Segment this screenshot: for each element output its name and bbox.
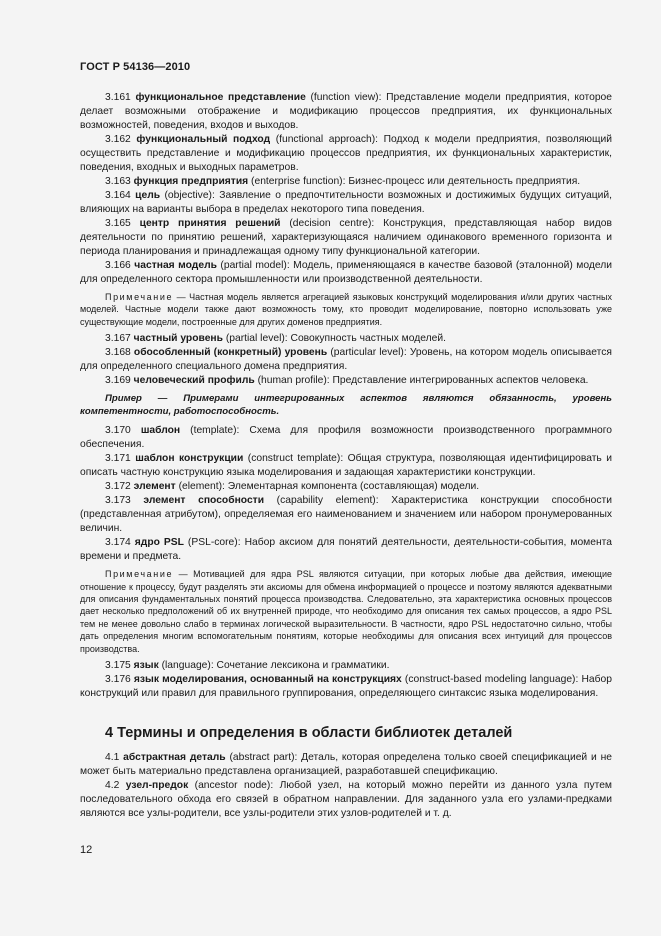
entry-term: ядро PSL	[134, 537, 184, 549]
example-label: Пример	[105, 393, 142, 405]
entry-number: 3.163	[105, 176, 131, 187]
note-text: — Мотивацией для ядра PSL являются ситуации, при которых любые два действия, имеющие отношение к процессу, будут разделять эти аксиомы для обмена информацией о процессе и поэтому являются адекватными для описания фундаментальных понятий процесса производства. Следовательно, эта характеристика основных процессов дает несколько предположений об их внутренней природе, что необходимо для описания тех самых процессов, а ядро PSL тем не менее довольно слабо в терминах логической выразительности. В частности, ядро PSL недостаточно сильно, чтобы дать определения многим вспомогательным понятиям, которые необходимы для описания всех интуиций для процессов производства.	[80, 569, 612, 654]
page-number: 12	[80, 844, 93, 856]
entry-term: обособленный (конкретный) уровень	[133, 347, 328, 359]
entry-number: 3.168	[105, 347, 131, 359]
entry-number: 3.164	[105, 190, 131, 201]
entries-group-section	[80, 751, 612, 821]
entry-definition: (ancestor node): Любой узел, на который можно перейти из данного узла путем последовательного обхода его связей в обратном направлении. Для заданного узла его узлами-предками являются все узлы-родители, все узлы-родители этих узлов-родителей и т. д.	[80, 780, 612, 820]
term-entry	[80, 659, 612, 673]
entries-group-d	[80, 659, 612, 701]
term-entry	[80, 751, 612, 779]
term-entry	[80, 452, 612, 480]
term-entry	[80, 133, 612, 175]
document-body	[80, 91, 612, 821]
entry-term: функциональное представление	[135, 92, 306, 103]
entry-term: цель	[135, 190, 161, 201]
term-entry	[80, 189, 612, 217]
term-entry	[80, 91, 612, 133]
entry-definition: (construct-based modeling language): Набор конструкций или правил для правильного группирования, определяющего синтаксис языка моделирования.	[80, 674, 612, 700]
entry-term: функция предприятия	[133, 176, 249, 187]
entry-term: абстрактная деталь	[123, 752, 226, 764]
entries-group-a	[80, 91, 612, 287]
entry-number: 3.162	[105, 134, 131, 145]
entry-definition: (construct template): Общая структура, позволяющая идентифицировать и описать частную конструкцию языка моделирования и задающая характеристики конструкции.	[80, 453, 612, 479]
entry-term: элемент способности	[143, 495, 265, 507]
term-entry	[80, 494, 612, 536]
entry-term: шаблон конструкции	[135, 453, 244, 465]
term-entry	[80, 346, 612, 374]
entry-number: 3.161	[105, 92, 131, 103]
entry-term: узел-предок	[125, 780, 189, 792]
entry-definition: (objective): Заявление о предпочтительности возможных и достижимых будущих ситуаций, влияющих на варианты выбора в пределах некоторого типа поведения.	[80, 190, 612, 215]
entries-group-c	[80, 424, 612, 564]
entry-term: частный уровень	[133, 333, 223, 345]
entry-number: 3.174	[105, 537, 131, 549]
entry-definition: (PSL-core): Набор аксиом для понятий деятельности, деятельности-события, момента времени и предмета.	[80, 537, 612, 563]
note-2	[80, 568, 612, 655]
note-label: Примечание	[105, 569, 174, 580]
entry-term: язык	[133, 660, 159, 672]
entry-definition: (element): Элементарная компонента (составляющая) модели.	[175, 481, 480, 493]
term-entry	[80, 673, 612, 701]
entry-definition: (partial model): Модель, применяющаяся в качестве базовой (эталонной) модели для определенного сектора промышленности или производственной деятельности.	[80, 260, 612, 285]
entry-definition: (function view): Представление модели предприятия, которое делает возможными отображение и модификацию процессов предприятия, их функциональных возможностей, поведения, входов и выходов.	[80, 92, 612, 131]
entry-number: 3.173	[105, 495, 131, 507]
term-entry	[80, 175, 612, 189]
entry-number: 3.169	[105, 375, 131, 387]
entry-number: 3.170	[105, 425, 131, 437]
entry-number: 3.171	[105, 453, 131, 465]
entry-number: 3.176	[105, 674, 131, 686]
entry-definition: (partial level): Совокупность частных моделей.	[222, 333, 446, 345]
note-label: Примечание	[105, 292, 174, 302]
entry-term: шаблон	[140, 425, 181, 437]
term-entry	[80, 332, 612, 346]
entry-number: 3.166	[105, 260, 131, 271]
entry-definition: (language): Сочетание лексикона и грамматики.	[158, 660, 390, 672]
entry-definition: (functional approach): Подход к модели предприятия, позволяющий осуществить представление и модификацию процессов предприятия, их функциональных характеристик, поведения, входных и выходных параметров.	[80, 134, 612, 173]
entry-number: 3.165	[105, 218, 131, 229]
entry-term: элемент	[133, 481, 176, 493]
entry-definition: (template): Схема для профиля возможности производственного программного обеспечения.	[80, 425, 612, 451]
entry-term: центр принятия решений	[139, 218, 281, 229]
term-entry	[80, 217, 612, 259]
entry-definition: (enterprise function): Бизнес-процесс или деятельность предприятия.	[248, 176, 581, 187]
section-title: 4 Термины и определения в области библиотек деталей	[105, 725, 513, 742]
term-entry	[80, 480, 612, 494]
entry-number: 3.167	[105, 333, 131, 345]
term-entry	[80, 536, 612, 564]
entry-term: частная модель	[134, 260, 217, 271]
entry-definition: (human profile): Представление интегрированных аспектов человека.	[254, 375, 589, 387]
entry-number: 3.175	[105, 660, 131, 672]
entry-number: 4.2	[105, 780, 120, 792]
entry-definition: (decision centre): Конструкция, представляющая набор видов деятельности по принятию решений, характеризующаяся наличием одинакового временного горизонта и периода планирования и принадлежащая одному типу функциональной категории.	[80, 218, 612, 257]
term-entry	[80, 424, 612, 452]
document-header: ГОСТ Р 54136—2010	[80, 61, 191, 73]
entry-definition: (capability element): Характеристика конструкции способности (представленная атрибутом), определяемая его наименованием и значением или набором пронумерованных величин.	[80, 495, 612, 535]
entries-group-b	[80, 332, 612, 388]
term-entry	[80, 259, 612, 287]
note-text: — Частная модель является агрегацией языковых конструкций моделирования и/или других частных моделей. Частные модели также дают возможность тому, кто проводит моделирование, повторно использовать уже существующие модели, построенные для других доменов предприятия.	[80, 292, 612, 327]
term-entry	[80, 374, 612, 388]
example-text: — Примерами интегрированных аспектов являются обязанность, уровень компетентности, работоспособность.	[80, 393, 612, 418]
example	[80, 392, 612, 418]
entry-number: 3.172	[105, 481, 131, 493]
entry-term: функциональный подход	[136, 134, 271, 145]
entry-term: язык моделирования, основанный на конструкциях	[133, 674, 402, 686]
entry-definition: (particular level): Уровень, на котором модель описывается для определенного специального домена предприятия.	[80, 347, 612, 373]
entry-definition: (abstract part): Деталь, которая определена только своей спецификацией и не может быть материально представлена организацией, разработавшей спецификацию.	[80, 752, 612, 778]
entry-number: 4.1	[105, 752, 120, 764]
entry-term: человеческий профиль	[133, 375, 255, 387]
note-1	[80, 291, 612, 328]
term-entry	[80, 779, 612, 821]
